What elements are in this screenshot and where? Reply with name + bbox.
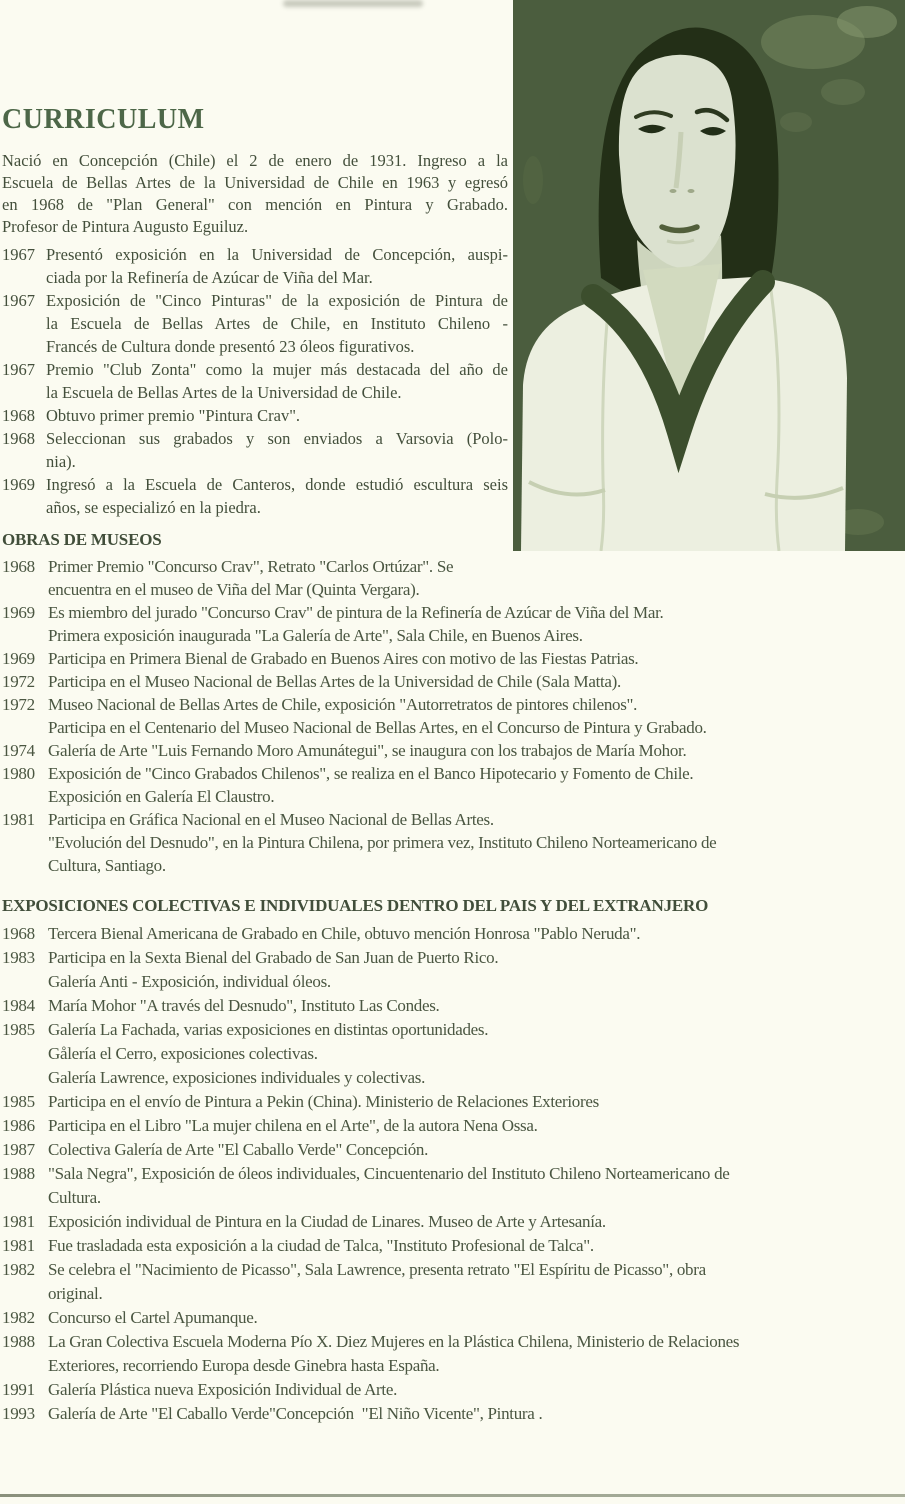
entry-year: 1988 [2, 1164, 35, 1183]
timeline-entry [2, 289, 508, 358]
entry-lines [48, 1018, 888, 1090]
text-line: "Sala Negra", Exposición de óleos individuales, Cincuentenario del Instituto Chileno Norteamericano de [48, 1164, 730, 1183]
entry-year: 1981 [2, 1236, 35, 1255]
text-line: Concurso el Cartel Apumanque. [48, 1308, 258, 1327]
entry-year: 1983 [2, 948, 35, 967]
text-line: Exposición de "Cinco Pinturas" de la exposición de Pintura de [46, 291, 508, 310]
text-line: Galería Plástica nueva Exposición Individual de Arte. [48, 1380, 398, 1399]
section-early-timeline [2, 243, 508, 519]
text-line: Es miembro del jurado "Concurso Crav" de pintura de la Refinería de Azúcar de Viña del Mar. [48, 603, 664, 622]
timeline-entry [2, 427, 508, 473]
timeline-entry [2, 1378, 888, 1402]
entry-lines [46, 473, 508, 519]
text-line: Galería Anti - Exposición, individual óleos. [48, 972, 331, 991]
timeline-entry [2, 808, 888, 877]
entry-lines [48, 1210, 888, 1234]
entry-lines [46, 358, 508, 404]
timeline-entry [2, 555, 888, 601]
entry-lines [48, 1114, 888, 1138]
entry-lines [48, 922, 888, 946]
text-line: Profesor de Pintura Augusto Eguiluz. [2, 217, 249, 236]
timeline-entry [2, 1258, 888, 1306]
section-heading: EXPOSICIONES COLECTIVAS E INDIVIDUALES DENTRO DEL PAIS Y DEL EXTRANJERO [2, 896, 709, 915]
timeline-entry [2, 670, 888, 693]
scan-light-patch [523, 156, 543, 204]
text-line: Participa en la Sexta Bienal del Grabado de San Juan de Puerto Rico. [48, 948, 499, 967]
section-exposiciones [2, 894, 888, 1426]
timeline-entry [2, 601, 888, 647]
text-line: años, se especializó en la piedra. [46, 498, 261, 517]
entry-lines [48, 739, 888, 762]
entry-lines [46, 243, 508, 289]
entry-year: 1986 [2, 1116, 35, 1135]
text-line: la Escuela de Bellas Artes de Chile, en Instituto Chileno - [46, 314, 508, 333]
entry-year: 1968 [2, 924, 35, 943]
entry-year: 1967 [2, 291, 35, 310]
text-line: Participa en el envío de Pintura a Pekin (China). Ministerio de Relaciones Exteriores [48, 1092, 599, 1111]
text-line: María Mohor "A través del Desnudo", Instituto Las Condes. [48, 996, 440, 1015]
text-line: Exteriores, recorriendo Europa desde Ginebra hasta España. [48, 1356, 440, 1375]
text-line: nia). [46, 452, 76, 471]
nostril [688, 189, 695, 193]
entry-year: 1981 [2, 1212, 35, 1231]
text-line: Premio "Club Zonta" como la mujer más destacada del año de [46, 360, 508, 379]
entry-year: 1967 [2, 245, 35, 264]
timeline-entry [2, 1090, 888, 1114]
text-line: "Evolución del Desnudo", en la Pintura Chilena, por primera vez, Instituto Chileno Norteamericano de [48, 833, 717, 852]
entry-year: 1985 [2, 1092, 35, 1111]
entry-year: 1972 [2, 695, 35, 714]
timeline-entry [2, 1210, 888, 1234]
timeline-entry [2, 243, 508, 289]
entry-lines [48, 1234, 888, 1258]
timeline-entry [2, 1018, 888, 1090]
entry-year: 1968 [2, 429, 35, 448]
timeline-entry [2, 739, 888, 762]
text-line: Francés de Cultura donde presentó 23 óleos figurativos. [46, 337, 415, 356]
text-line: Galería Lawrence, exposiciones individuales y colectivas. [48, 1068, 426, 1087]
entry-year: 1980 [2, 764, 35, 783]
text-line: Seleccionan sus grabados y son enviados a Varsovia (Polo- [46, 429, 508, 448]
entry-year: 1988 [2, 1332, 35, 1351]
text-line: Exposición en Galería El Claustro. [48, 787, 275, 806]
entry-year: 1969 [2, 475, 35, 494]
timeline-entry [2, 647, 888, 670]
portrait-image [513, 0, 905, 551]
timeline-entry [2, 1402, 888, 1426]
entry-lines [48, 994, 888, 1018]
entry-lines [48, 808, 888, 877]
text-line: Cultura, Santiago. [48, 856, 166, 875]
text-line: Participa en el Libro "La mujer chilena en el Arte", de la autora Nena Ossa. [48, 1116, 538, 1135]
entry-lines [48, 1090, 888, 1114]
section-heading: OBRAS DE MUSEOS [2, 530, 162, 549]
entry-lines [48, 693, 888, 739]
text-line: Exposición de "Cinco Grabados Chilenos", se realiza en el Banco Hipotecario y Fomento de Chile. [48, 764, 694, 783]
entry-year: 1982 [2, 1308, 35, 1327]
scan-light-patch [837, 6, 897, 38]
scan-light-patch [821, 79, 865, 105]
text-line: Fue trasladada esta exposición a la ciudad de Talca, "Instituto Profesional de Talca". [48, 1236, 594, 1255]
entry-year: 1993 [2, 1404, 35, 1423]
entry-year: 1967 [2, 360, 35, 379]
text-line: Gålería el Cerro, exposiciones colectivas. [48, 1044, 318, 1063]
text-line: original. [48, 1284, 103, 1303]
timeline-entry [2, 946, 888, 994]
text-line: Museo Nacional de Bellas Artes de Chile, exposición "Autorretratos de pintores chilenos". [48, 695, 638, 714]
entry-list [2, 922, 888, 1426]
text-line: Participa en Primera Bienal de Grabado en Buenos Aires con motivo de las Fiestas Patrias. [48, 649, 639, 668]
timeline-entry [2, 404, 508, 427]
text-line: Galería de Arte "Luis Fernando Moro Amunátegui", se inaugura con los trabajos de María Mohor. [48, 741, 687, 760]
nostril [670, 189, 677, 193]
entry-year: 1968 [2, 406, 35, 425]
scan-smudge [283, 0, 423, 7]
timeline-entry [2, 693, 888, 739]
timeline-entry [2, 1162, 888, 1210]
entry-lines [48, 1306, 888, 1330]
text-line: Participa en el Museo Nacional de Bellas Artes de la Universidad de Chile (Sala Matta). [48, 672, 621, 691]
text-line: La Gran Colectiva Escuela Moderna Pío X. Diez Mujeres en la Plástica Chilena, Ministerio de Relaciones [48, 1332, 740, 1351]
entry-lines [48, 946, 888, 994]
entry-year: 1985 [2, 1020, 35, 1039]
entry-lines [46, 427, 508, 473]
text-line: Presentó exposición en la Universidad de Concepción, auspi- [46, 245, 508, 264]
text-line: Colectiva Galería de Arte "El Caballo Verde" Concepción. [48, 1140, 429, 1159]
entry-lines [48, 1138, 888, 1162]
text-line: Primera exposición inaugurada "La Galería de Arte", Sala Chile, en Buenos Aires. [48, 626, 583, 645]
page-title: CURRICULUM [2, 104, 205, 135]
timeline-entry [2, 1138, 888, 1162]
entry-year: 1972 [2, 672, 35, 691]
entry-year: 1987 [2, 1140, 35, 1159]
entry-lines [46, 404, 508, 427]
intro-paragraph [2, 150, 508, 238]
entry-list [2, 555, 888, 877]
text-line: Primer Premio "Concurso Crav", Retrato "Carlos Ortúzar". Se [48, 557, 454, 576]
entry-list [2, 243, 508, 519]
text-line: Participa en Gráfica Nacional en el Museo Nacional de Bellas Artes. [48, 810, 494, 829]
entry-year: 1969 [2, 649, 35, 668]
timeline-entry [2, 1330, 888, 1378]
text-line: Galería de Arte "El Caballo Verde"Concepción "El Niño Vicente", Pintura . [48, 1404, 543, 1423]
entry-year: 1969 [2, 603, 35, 622]
entry-lines [48, 1402, 888, 1426]
text-line: Se celebra el "Nacimiento de Picasso", Sala Lawrence, presenta retrato "El Espíritu de Picasso", obra [48, 1260, 706, 1279]
entry-year: 1981 [2, 810, 35, 829]
text-line: la Escuela de Bellas Artes de la Universidad de Chile. [46, 383, 402, 402]
entry-year: 1991 [2, 1380, 35, 1399]
text-line: Galería La Fachada, varias exposiciones en distintas oportunidades. [48, 1020, 489, 1039]
timeline-entry [2, 1234, 888, 1258]
entry-lines [48, 670, 888, 693]
text-line: en 1968 de "Plan General" con mención en Pintura y Grabado. [2, 195, 508, 214]
entry-lines [48, 1258, 888, 1306]
text-line: Cultura. [48, 1188, 101, 1207]
entry-lines [48, 1330, 888, 1378]
text-line: Exposición individual de Pintura en la Ciudad de Linares. Museo de Arte y Artesanía. [48, 1212, 606, 1231]
entry-lines [48, 601, 888, 647]
entry-year: 1974 [2, 741, 35, 760]
entry-lines [46, 289, 508, 358]
entry-lines [48, 647, 888, 670]
timeline-entry [2, 762, 888, 808]
scan-edge-line [0, 1494, 905, 1497]
entry-lines [48, 1162, 888, 1210]
text-line: ciada por la Refinería de Azúcar de Viña del Mar. [46, 268, 373, 287]
timeline-entry [2, 358, 508, 404]
entry-year: 1984 [2, 996, 35, 1015]
timeline-entry [2, 1306, 888, 1330]
entry-year: 1968 [2, 557, 35, 576]
entry-lines [48, 762, 888, 808]
text-line: Escuela de Bellas Artes de la Universidad de Chile en 1963 y egresó [2, 173, 508, 192]
text-line: Nació en Concepción (Chile) el 2 de enero de 1931. Ingreso a la [2, 151, 508, 170]
text-line: encuentra en el museo de Viña del Mar (Quinta Vergara). [48, 580, 420, 599]
entry-year: 1982 [2, 1260, 35, 1279]
timeline-entry [2, 473, 508, 519]
scan-light-patch [780, 112, 812, 132]
timeline-entry [2, 922, 888, 946]
entry-lines [48, 555, 888, 601]
timeline-entry [2, 994, 888, 1018]
entry-lines [48, 1378, 888, 1402]
text-line: Obtuvo primer premio "Pintura Crav". [46, 406, 301, 425]
text-line: Participa en el Centenario del Museo Nacional de Bellas Artes, en el Concurso de Pintura y Grabado. [48, 718, 707, 737]
timeline-entry [2, 1114, 888, 1138]
text-line: Tercera Bienal Americana de Grabado en Chile, obtuvo mención Honrosa "Pablo Neruda". [48, 924, 641, 943]
section-obras-de-museos [2, 528, 888, 877]
text-line: Ingresó a la Escuela de Canteros, donde estudió escultura seis [46, 475, 508, 494]
